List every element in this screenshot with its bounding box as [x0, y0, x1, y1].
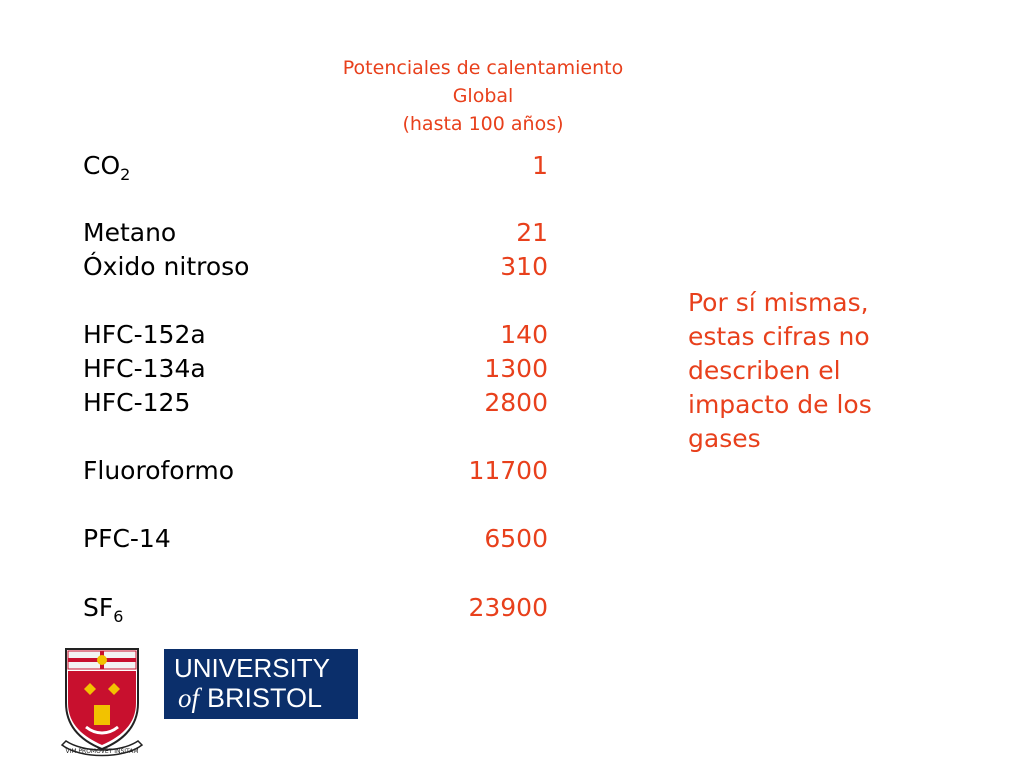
gas-row-hfc-134a: [0, 352, 560, 386]
gas-row-co2: [0, 149, 560, 183]
gas-value: 21: [516, 218, 548, 247]
gas-name: Óxido nitroso: [83, 252, 250, 281]
gas-value: 6500: [484, 524, 548, 553]
gas-value: 23900: [468, 593, 548, 622]
logo-line-university: UNIVERSITY: [174, 653, 331, 683]
gas-value: 310: [500, 252, 548, 281]
gas-row-fluoroformo: [0, 454, 560, 488]
gas-row-pfc-14: [0, 522, 560, 556]
gas-name: HFC-152a: [83, 320, 206, 349]
gas-name: Metano: [83, 218, 177, 247]
crest-motto: VIM PROMOVET INSITAM: [65, 748, 139, 755]
gas-name: PFC-14: [83, 524, 171, 553]
gas-value: 1300: [484, 354, 548, 383]
gas-value: 1: [532, 151, 548, 180]
note-text: Por sí mismas, estas cifras no describen el impacto de los gases: [688, 288, 872, 453]
title-line-3: (hasta 100 años): [402, 113, 564, 135]
title-line-1: Potenciales de calentamiento: [342, 57, 624, 79]
university-crest-icon: [56, 645, 148, 761]
title-line-2: Global: [452, 85, 514, 107]
gas-name: HFC-134a: [83, 354, 206, 383]
gas-name: Fluoroformo: [83, 456, 235, 485]
slide-title: [300, 54, 666, 138]
gas-value: 140: [500, 320, 548, 349]
gas-name: $SF_6$: [83, 593, 124, 626]
gas-row-oxido-nitroso: [0, 250, 560, 284]
gas-row-hfc-125: [0, 386, 560, 420]
gas-row-sf6: [0, 591, 560, 625]
gas-name: HFC-125: [83, 388, 191, 417]
gas-name: $CO_2$: [83, 151, 131, 184]
gas-value: 2800: [484, 388, 548, 417]
gas-row-hfc-152a: [0, 318, 560, 352]
gas-value: 11700: [468, 456, 548, 485]
gas-row-metano: [0, 216, 560, 250]
logo-line-bristol: of BRISTOL: [178, 683, 323, 713]
university-of-bristol-logo: [164, 649, 358, 719]
